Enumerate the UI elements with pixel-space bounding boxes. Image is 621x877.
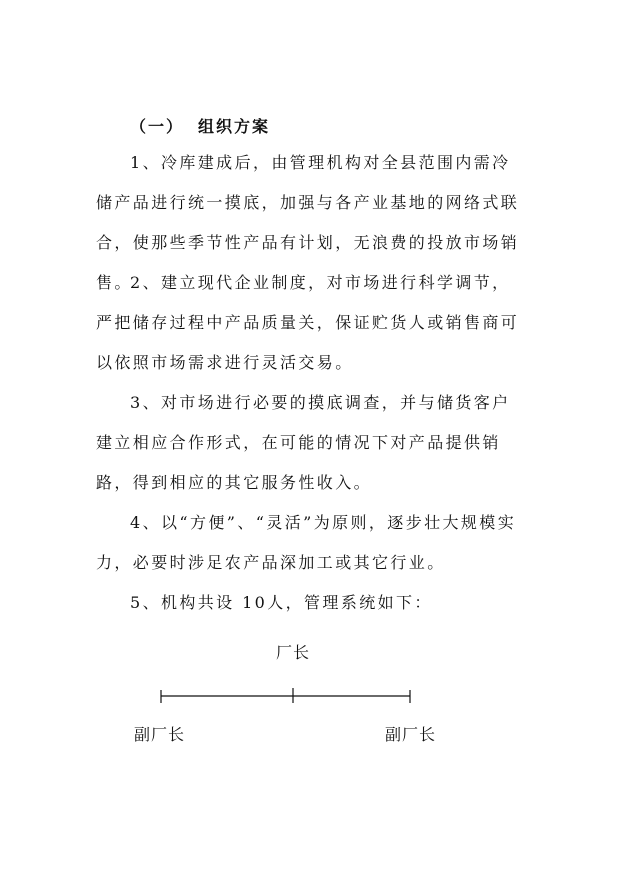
paragraph-1-text: 1、冷库建成后，由管理机构对全县范围内需冷储产品进行统一摸底，加强与各产业基地的网络式联合，使那些季节性产品有计划，无浪费的投放市场销售。 [96,153,520,292]
org-chart-left-node: 副厂长 [134,725,186,744]
paragraph-4-text: 4、以“方便”、“灵活”为原则，逐步壮大规模实力，必要时涉足农产品深加工或其它行业。 [96,513,517,572]
section-title: 组织方案 [198,117,271,136]
org-chart-top-node: 厂长 [276,643,311,662]
org-chart-right-node: 副厂长 [385,725,437,744]
paragraph-5-text: 5、机构共设 10人，管理系统如下： [130,593,433,612]
section-number: （一） [130,117,185,136]
paragraph-2-text: 2、建立现代企业制度，对市场进行科学调节，严把储存过程中产品质量关，保证贮货人或销售商可以依照市场需求进行灵活交易。 [96,273,520,372]
paragraph-3-text: 3、对市场进行必要的摸底调查，并与储货客户建立相应合作形式，在可能的情况下对产品提供销路，得到相应的其它服务性收入。 [96,393,511,492]
